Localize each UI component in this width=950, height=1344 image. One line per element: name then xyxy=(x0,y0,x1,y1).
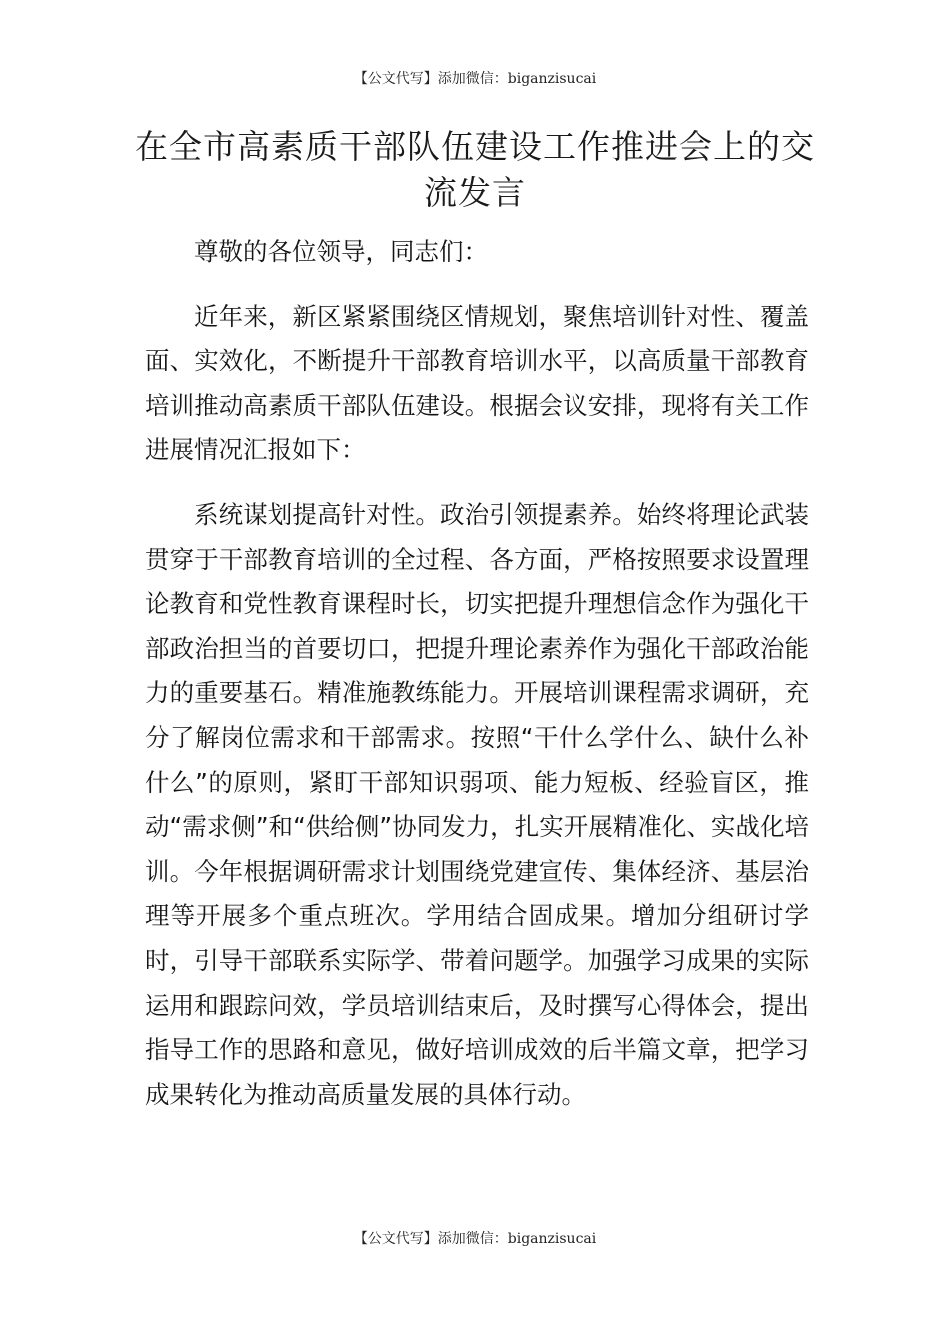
document-body xyxy=(145,230,809,1117)
document-title: 在全市高素质干部队伍建设工作推进会上的交流发言 xyxy=(135,127,815,212)
page-footer: 【公文代写】添加微信：biganzisucai xyxy=(353,1231,597,1247)
salutation: 尊敬的各位领导，同志们： xyxy=(194,237,488,266)
paragraph-intro: 近年来，新区紧紧围绕区情规划，聚焦培训针对性、覆盖面、实效化，不断提升干部教育培训水平，以高质量干部教育培训推动高素质干部队伍建设。根据会议安排，现将有关工作进展情况汇报如下： xyxy=(145,301,809,465)
paragraph-main: 系统谋划提高针对性。政治引领提素养。始终将理论武装贯穿于干部教育培训的全过程、各方面，严格按照要求设置理论教育和党性教育课程时长，切实把提升理想信念作为强化干部政治担当的首要切口，把提升理论素养作为强化干部政治能力的重要基石。精准施教练能力。开展培训课程需求调研，充分了解岗位需求和干部需求。按照“干什么学什么、缺什么补什么”的原则，紧盯干部知识弱项、能力短板、经验盲区，推动“需求侧”和“供给侧”协同发力，扎实开展精准化、实战化培训。今年根据调研需求计划围绕党建宣传、集体经济、基层治理等开展多个重点班次。学用结合固成果。增加分组研讨学时，引导干部联系实际学、带着问题学。加强学习成果的实际运用和跟踪问效，学员培训结束后，及时撰写心得体会，提出指导工作的思路和意见，做好培训成效的后半篇文章，把学习成果转化为推动高质量发展的具体行动。 xyxy=(145,499,809,1109)
page-header: 【公文代写】添加微信：biganzisucai xyxy=(353,71,597,87)
